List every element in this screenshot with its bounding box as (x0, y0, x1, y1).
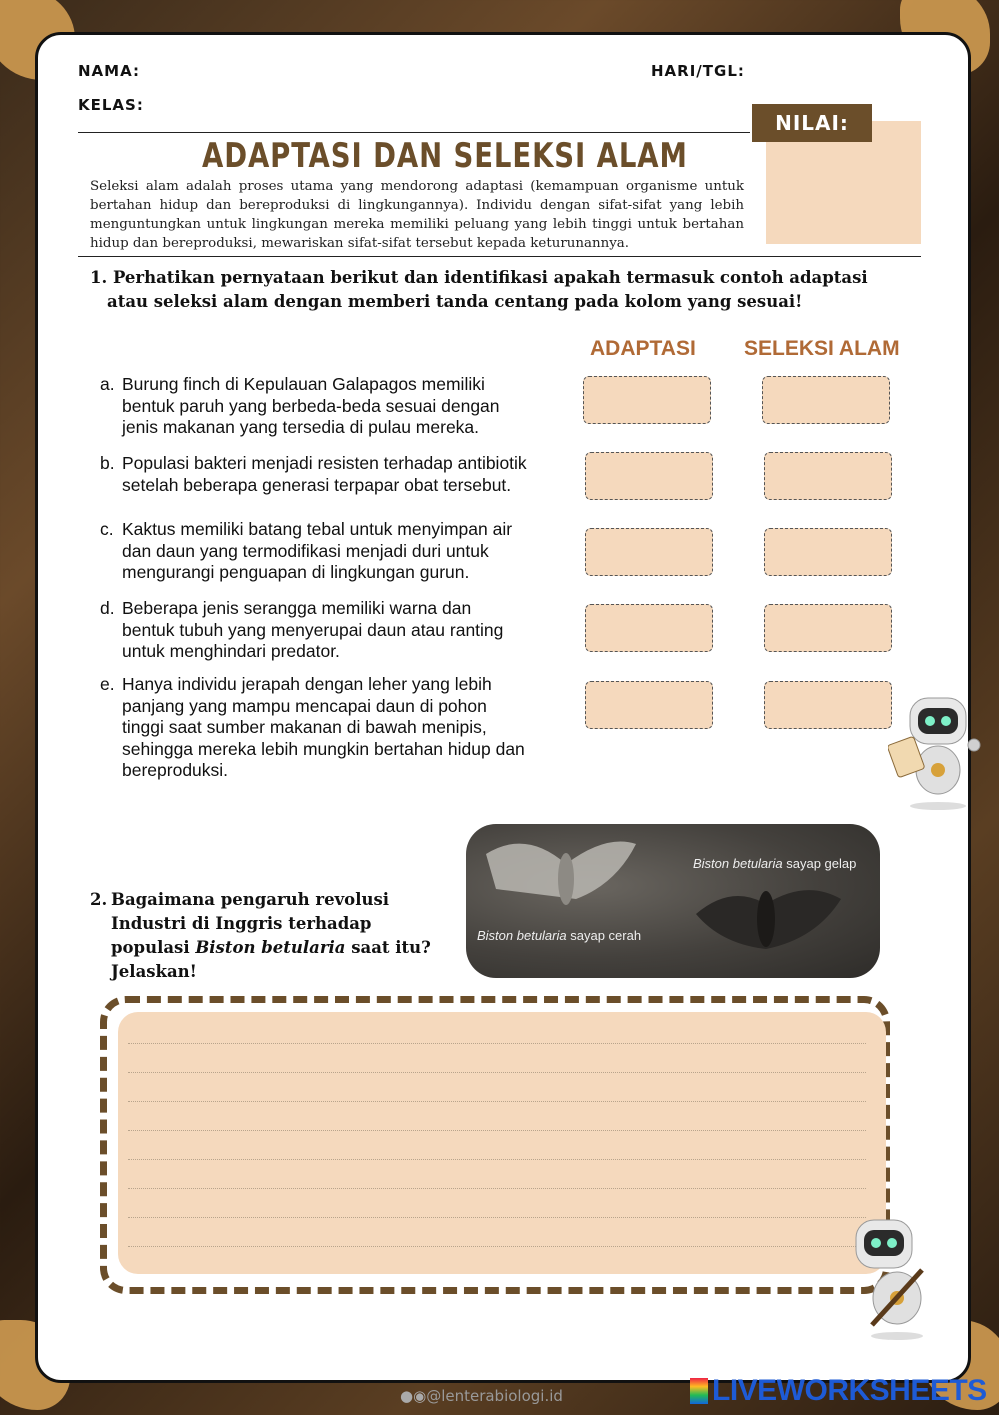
robot-writing-illustration (842, 1210, 942, 1340)
question-1-line1: 1. Perhatikan pernyataan berikut dan identifikasi apakah termasuk contoh adaptasi (90, 268, 868, 287)
checkbox-b-adaptasi[interactable] (585, 452, 713, 500)
social-handle: ●◉@lenterabiologi.id (400, 1387, 563, 1405)
question-2-line: populasi Biston betularia saat itu? (111, 938, 431, 957)
item-letter: a. (100, 374, 115, 394)
statement-line: jenis makanan yang tersedia di pulau mereka. (122, 417, 480, 437)
caption-dark-moth: Biston betularia sayap gelap (693, 856, 857, 871)
checkbox-a-adaptasi[interactable] (583, 376, 711, 424)
statement-line: panjang yang mampu mencapai daun di pohon (122, 695, 487, 716)
checkbox-e-adaptasi[interactable] (585, 681, 713, 729)
item-letter: d. (100, 598, 115, 618)
statement-line: Hanya individu jerapah dengan leher yang lebih (122, 674, 492, 694)
question-2-line: Industri di Inggris terhadap (111, 914, 372, 933)
checkbox-e-seleksi-alam[interactable] (764, 681, 892, 729)
statement-line: Populasi bakteri menjadi resisten terhadap antibiotik (122, 453, 527, 473)
page-title: ADAPTASI DAN SELEKSI ALAM (202, 136, 688, 176)
nama-label: NAMA: (78, 62, 140, 80)
statement-b (122, 453, 582, 496)
checkbox-b-seleksi-alam[interactable] (764, 452, 892, 500)
social-icons: ●◉ (400, 1387, 427, 1405)
intro-paragraph: Seleksi alam adalah proses utama yang mendorong adaptasi (kemampuan organisme untuk bertahan hidup dan bereproduksi di lingkungannya). Individu dengan sifat-sifat yang lebih menguntungkan untuk lingkungan mereka memiliki peluang yang lebih tinggi untuk bertahan hidup dan bereproduksi, mewariskan sifat-sifat tersebut kepada keturunannya. (90, 179, 744, 251)
checkbox-d-adaptasi[interactable] (585, 604, 713, 652)
header-divider (78, 132, 750, 133)
liveworksheets-logo-icon (690, 1378, 708, 1404)
checkbox-d-seleksi-alam[interactable] (764, 604, 892, 652)
statement-line: dan daun yang termodifikasi menjadi duri untuk (122, 540, 489, 561)
checkbox-c-seleksi-alam[interactable] (764, 528, 892, 576)
statement-d (122, 598, 582, 663)
writing-line (128, 1101, 866, 1102)
writing-line (128, 1217, 866, 1218)
column-header-seleksi-alam: SELEKSI ALAM (744, 337, 900, 360)
kelas-label: KELAS: (78, 96, 144, 114)
checkbox-c-adaptasi[interactable] (585, 528, 713, 576)
writing-line (128, 1159, 866, 1160)
question-1-line2: atau seleksi alam dengan memberi tanda centang pada kolom yang sesuai! (107, 292, 803, 311)
question-2-line: Jelaskan! (111, 962, 197, 981)
liveworksheets-brand[interactable]: LIVEWORKSHEETS (712, 1374, 987, 1407)
question-2-number: 2. (90, 890, 108, 909)
robot-illustration (888, 690, 988, 810)
statement-line: tinggi saat sumber makanan di bawah menipis, (122, 717, 487, 737)
writing-line (128, 1188, 866, 1189)
statement-line: Burung finch di Kepulauan Galapagos memiliki (122, 374, 485, 394)
statement-line: Kaktus memiliki batang tebal untuk menyimpan air (122, 519, 513, 539)
item-letter: b. (100, 453, 115, 473)
statement-line: Beberapa jenis serangga memiliki warna dan (122, 598, 472, 618)
statement-line: bentuk tubuh yang menyerupai daun atau ranting (122, 619, 504, 640)
writing-line (128, 1130, 866, 1131)
item-letter: e. (100, 674, 115, 694)
section-divider (78, 256, 921, 257)
checkbox-a-seleksi-alam[interactable] (762, 376, 890, 424)
item-letter: c. (100, 519, 114, 539)
writing-line (128, 1072, 866, 1073)
question-2-line: Bagaimana pengaruh revolusi (111, 890, 390, 909)
question-2-text (111, 888, 451, 984)
statement-line: bentuk paruh yang berbeda-beda sesuai dengan (122, 395, 500, 416)
statement-c (122, 519, 582, 584)
answer-textarea[interactable] (118, 1012, 886, 1274)
statement-line: setelah beberapa generasi terpapar obat tersebut. (122, 474, 512, 495)
writing-line (128, 1246, 866, 1247)
statement-line: untuk menghindari predator. (122, 641, 340, 661)
statement-line: sehingga mereka lebih mungkin bertahan hidup dan (122, 738, 525, 759)
moth-photo (466, 824, 880, 978)
column-header-adaptasi: ADAPTASI (590, 337, 696, 360)
statement-a (122, 374, 582, 439)
nilai-label: NILAI: (752, 104, 872, 142)
statement-line: bereproduksi. (122, 760, 229, 780)
hari-tgl-label: HARI/TGL: (651, 62, 745, 80)
moth-drawing (466, 824, 880, 978)
statement-line: mengurangi penguapan di lingkungan gurun. (122, 562, 470, 582)
caption-light-moth: Biston betularia sayap cerah (477, 928, 642, 943)
statement-e (122, 674, 582, 782)
writing-line (128, 1043, 866, 1044)
